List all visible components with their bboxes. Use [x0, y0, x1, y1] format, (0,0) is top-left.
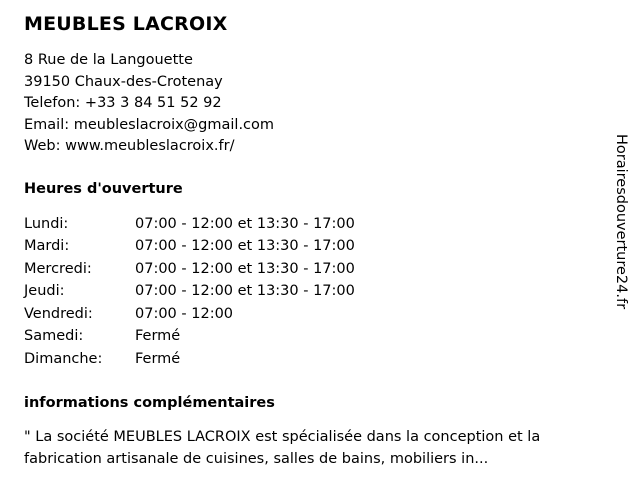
additional-info-text: " La société MEUBLES LACROIX est spécialisée dans la conception et la fabrication artisanale de cuisines, salles de bains, mobiliers in...: [24, 429, 541, 467]
address-line-phone: Telefon: +33 3 84 51 52 92: [24, 95, 222, 111]
day-label: Vendredi:: [24, 305, 93, 322]
day-label: Dimanche:: [24, 350, 103, 367]
day-hours: 07:00 - 12:00 et 13:30 - 17:00: [135, 215, 355, 232]
site-watermark-label: Horairesdouverture24.fr: [613, 134, 629, 310]
day-hours: 07:00 - 12:00 et 13:30 - 17:00: [135, 283, 355, 299]
table-row: [24, 213, 355, 236]
table-row: [24, 303, 355, 326]
opening-hours-table: [24, 213, 355, 371]
table-row: [24, 325, 355, 348]
day-hours: 07:00 - 12:00: [135, 305, 234, 322]
opening-hours-title: Heures d'ouverture: [24, 180, 183, 197]
company-name: MEUBLES LACROIX: [24, 13, 228, 35]
day-label: Samedi:: [24, 328, 84, 344]
additional-info-title: informations complémentaires: [24, 395, 275, 411]
day-hours: Fermé: [135, 328, 181, 344]
day-hours: 07:00 - 12:00 et 13:30 - 17:00: [135, 238, 355, 254]
day-label: Jeudi:: [24, 283, 65, 299]
address-line-street: 8 Rue de la Langouette: [24, 52, 193, 68]
day-hours: Fermé: [135, 350, 181, 367]
address-line-email: Email: meubleslacroix@gmail.com: [24, 116, 275, 133]
day-label: Mardi:: [24, 238, 70, 254]
address-line-web[interactable]: Web: www.meubleslacroix.fr/: [24, 138, 235, 154]
table-row: [24, 280, 355, 303]
address-line-city: 39150 Chaux-des-Crotenay: [24, 73, 223, 90]
day-hours: 07:00 - 12:00 et 13:30 - 17:00: [135, 260, 355, 277]
table-row: [24, 258, 355, 281]
company-address-block: [24, 50, 594, 158]
listing-content: [24, 12, 594, 470]
day-label: Lundi:: [24, 215, 69, 232]
table-row: [24, 235, 355, 258]
table-row: [24, 348, 355, 371]
day-label: Mercredi:: [24, 260, 92, 277]
